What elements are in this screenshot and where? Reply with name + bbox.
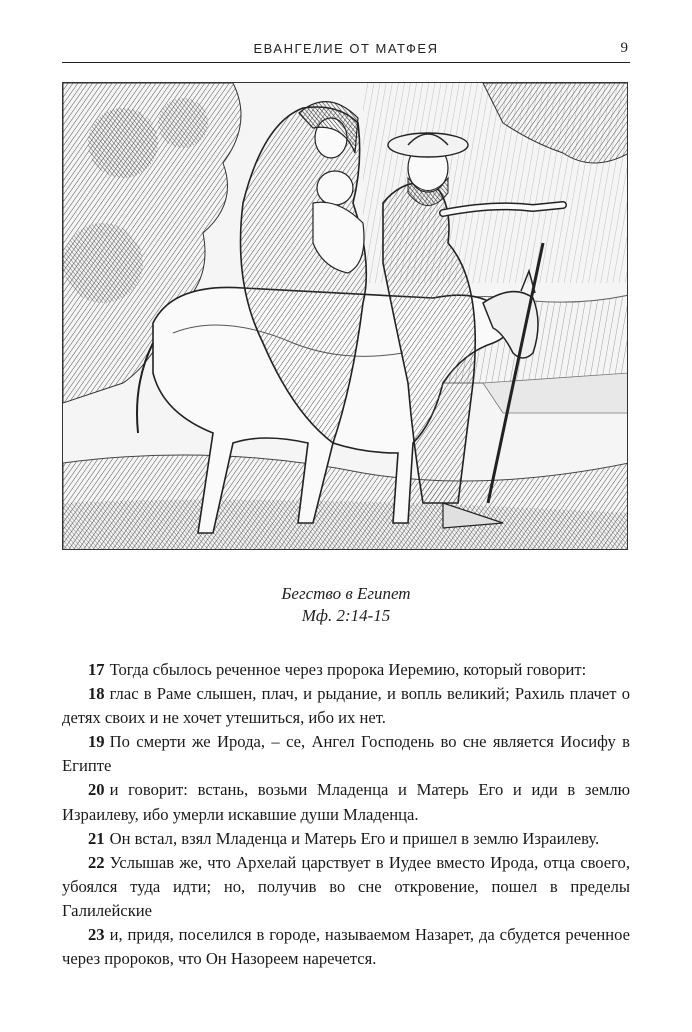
- verse-number: 23: [88, 925, 105, 945]
- verse-18: [62, 682, 630, 730]
- verse-text: Он встал, взял Младенца и Матерь Его и пришел в землю Израилеву.: [109, 828, 600, 848]
- verse-text: Услышав же, что Архелай царствует в Иудее вместо Ирода, отца своего, убоялся туда идти; но, получив во сне откровение, пошел в пределы Галилейские: [62, 852, 630, 920]
- verse-text: и, придя, поселился в городе, называемом Назарет, да сбудется реченное через пророков, что Он Назореем наречется.: [62, 925, 630, 969]
- verse-22: [62, 851, 630, 923]
- verse-text: глас в Раме слышен, плач, и рыдание, и вопль великий; Рахиль плачет о детях своих и не хочет утешиться, ибо их нет.: [62, 684, 630, 728]
- running-header: [62, 38, 630, 63]
- verse-text: По смерти же Ирода, – се, Ангел Господень во сне является Иосифу в Египте: [62, 732, 630, 776]
- illustration-caption-title: Бегство в Египет: [281, 584, 411, 603]
- verse-number: 19: [88, 732, 105, 752]
- verse-17: [62, 658, 630, 682]
- verse-20: [62, 778, 630, 826]
- verse-21: [62, 827, 630, 851]
- verse-number: 18: [88, 684, 105, 704]
- engraving-flight-into-egypt-icon: [63, 83, 628, 550]
- verse-number: 21: [88, 828, 105, 848]
- gospel-text: [62, 658, 630, 971]
- illustration-caption-reference: Мф. 2:14-15: [301, 606, 391, 625]
- verse-19: [62, 730, 630, 778]
- verse-number: 22: [88, 852, 105, 872]
- verse-23: [62, 923, 630, 971]
- verse-number: 20: [88, 780, 105, 800]
- header-title: ЕВАНГЕЛИЕ ОТ МАТФЕЯ: [253, 41, 439, 56]
- page-number: 9: [620, 40, 628, 56]
- verse-number: 17: [88, 660, 105, 679]
- verse-text: и говорит: встань, возьми Младенца и Матерь Его и иди в землю Израилеву, ибо умерли искавшие души Младенца.: [62, 780, 630, 824]
- verse-text: Тогда сбылось реченное через пророка Иеремию, который говорит:: [109, 660, 587, 679]
- engraving-illustration: [62, 82, 628, 550]
